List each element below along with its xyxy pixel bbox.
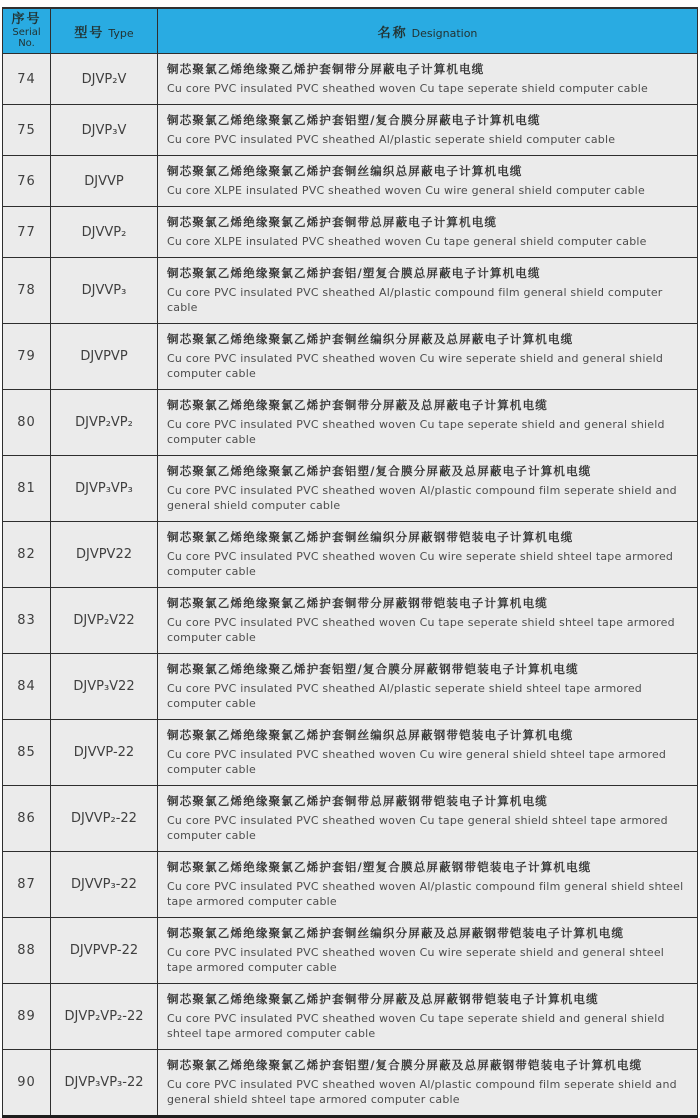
table-row <box>3 654 698 720</box>
serial-cell: 78 <box>3 258 51 324</box>
designation-en: Cu core PVC insulated PVC sheathed woven Cu wire general shield shteel tape armored computer cable <box>167 748 667 776</box>
table-row <box>3 207 698 258</box>
header-designation <box>158 8 698 54</box>
serial-cell: 82 <box>3 522 51 588</box>
designation-en: Cu core PVC insulated PVC sheathed woven Cu tape seperate shield and general shield shteel tape armored computer cable <box>167 1012 665 1040</box>
designation-zh: 铜芯聚氯乙烯绝缘聚氯乙烯护套铝塑/复合膜分屏蔽及总屏蔽钢带铠装电子计算机电缆 <box>167 1058 643 1072</box>
designation-cell <box>158 786 698 852</box>
header-designation-zh: 名称 <box>377 25 408 41</box>
table-row <box>3 456 698 522</box>
type-cell: DJVP₂VP₂-22 <box>51 984 158 1050</box>
serial-cell: 89 <box>3 984 51 1050</box>
table-row <box>3 588 698 654</box>
designation-en: Cu core PVC insulated PVC sheathed Al/plastic seperate shield shteel tape armored computer cable <box>167 682 642 710</box>
designation-cell <box>158 654 698 720</box>
designation-cell <box>158 588 698 654</box>
table-row <box>3 390 698 456</box>
type-cell: DJVVP₂-22 <box>51 786 158 852</box>
designation-en: Cu core PVC insulated PVC sheathed woven Cu wire seperate shield and general shteel tape armored computer cable <box>167 946 665 974</box>
serial-cell: 86 <box>3 786 51 852</box>
type-cell: DJVVP₃-22 <box>51 852 158 918</box>
designation-zh: 铜芯聚氯乙烯绝缘聚氯乙烯护套铝/塑复合膜总屏蔽电子计算机电缆 <box>167 266 541 280</box>
designation-cell <box>158 207 698 258</box>
cable-catalog-table <box>2 7 698 1118</box>
type-cell: DJVVP₂ <box>51 207 158 258</box>
type-cell: DJVP₂V22 <box>51 588 158 654</box>
designation-en: Cu core PVC insulated PVC sheathed woven Al/plastic compound film seperate shield and general shield shteel tape armored computer cable <box>167 1078 677 1106</box>
type-cell: DJVVP <box>51 156 158 207</box>
designation-zh: 铜芯聚氯乙烯绝缘聚氯乙烯护套铜带总屏蔽电子计算机电缆 <box>167 215 498 229</box>
header-designation-en: Designation <box>411 26 478 40</box>
designation-cell <box>158 324 698 390</box>
designation-cell <box>158 918 698 984</box>
designation-zh: 铜芯聚氯乙烯绝缘聚氯乙烯护套铜丝编织分屏蔽及总屏蔽钢带铠装电子计算机电缆 <box>167 926 625 940</box>
header-type-zh: 型号 <box>74 25 105 41</box>
designation-cell <box>158 522 698 588</box>
designation-en: Cu core PVC insulated PVC sheathed Al/plastic seperate shield computer cable <box>167 133 616 146</box>
serial-cell: 77 <box>3 207 51 258</box>
table-row <box>3 1050 698 1117</box>
designation-en: Cu core PVC insulated PVC sheathed woven Cu tape general shield shteel tape armored computer cable <box>167 814 668 842</box>
table-header <box>3 8 698 54</box>
designation-zh: 铜芯聚氯乙烯绝缘聚氯乙烯护套铜带分屏蔽及总屏蔽电子计算机电缆 <box>167 398 548 412</box>
serial-cell: 84 <box>3 654 51 720</box>
type-cell: DJVPVP-22 <box>51 918 158 984</box>
type-cell: DJVP₃VP₃-22 <box>51 1050 158 1117</box>
designation-zh: 铜芯聚氯乙烯绝缘聚乙烯护套铝塑/复合膜分屏蔽钢带铠装电子计算机电缆 <box>167 662 579 676</box>
type-cell: DJVP₃V22 <box>51 654 158 720</box>
type-cell: DJVPVP <box>51 324 158 390</box>
designation-en: Cu core PVC insulated PVC sheathed woven Cu tape seperate shield and general shield computer cable <box>167 418 665 446</box>
designation-cell <box>158 720 698 786</box>
serial-cell: 74 <box>3 54 51 105</box>
table-row <box>3 258 698 324</box>
table-row <box>3 156 698 207</box>
table-row <box>3 984 698 1050</box>
table-row <box>3 786 698 852</box>
designation-en: Cu core PVC insulated PVC sheathed woven Al/plastic compound film general shield shteel tape armored computer cable <box>167 880 684 908</box>
type-cell: DJVP₃V <box>51 105 158 156</box>
designation-en: Cu core PVC insulated PVC sheathed Al/plastic compound film general shield computer cable <box>167 286 663 314</box>
header-type <box>51 8 158 54</box>
serial-cell: 88 <box>3 918 51 984</box>
type-cell: DJVVP₃ <box>51 258 158 324</box>
serial-cell: 75 <box>3 105 51 156</box>
designation-zh: 铜芯聚氯乙烯绝缘聚氯乙烯护套铜丝编织分屏蔽及总屏蔽电子计算机电缆 <box>167 332 574 346</box>
type-cell: DJVP₃VP₃ <box>51 456 158 522</box>
table-row <box>3 324 698 390</box>
table-row <box>3 918 698 984</box>
type-cell: DJVP₂V <box>51 54 158 105</box>
header-type-en: Type <box>108 26 134 40</box>
header-serial-en: Serial No. <box>12 27 41 49</box>
designation-cell <box>158 156 698 207</box>
designation-en: Cu core PVC insulated PVC sheathed woven Cu tape seperate shield computer cable <box>167 82 648 95</box>
header-serial <box>3 8 51 54</box>
table-row <box>3 105 698 156</box>
designation-en: Cu core PVC insulated PVC sheathed woven Cu tape seperate shield shteel tape armored computer cable <box>167 616 675 644</box>
type-cell: DJVPV22 <box>51 522 158 588</box>
serial-cell: 87 <box>3 852 51 918</box>
designation-cell <box>158 258 698 324</box>
designation-cell <box>158 984 698 1050</box>
designation-zh: 铜芯聚氯乙烯绝缘聚氯乙烯护套铜带总屏蔽钢带铠装电子计算机电缆 <box>167 794 548 808</box>
designation-zh: 铜芯聚氯乙烯绝缘聚氯乙烯护套铜丝编织总屏蔽钢带铠装电子计算机电缆 <box>167 728 574 742</box>
serial-cell: 81 <box>3 456 51 522</box>
designation-en: Cu core PVC insulated PVC sheathed woven Cu wire seperate shield shteel tape armored computer cable <box>167 550 674 578</box>
designation-cell <box>158 390 698 456</box>
designation-en: Cu core PVC insulated PVC sheathed woven Cu wire seperate shield and general shield computer cable <box>167 352 664 380</box>
serial-cell: 90 <box>3 1050 51 1117</box>
designation-cell <box>158 105 698 156</box>
serial-cell: 79 <box>3 324 51 390</box>
designation-cell <box>158 1050 698 1117</box>
serial-cell: 76 <box>3 156 51 207</box>
designation-zh: 铜芯聚氯乙烯绝缘聚氯乙烯护套铝/塑复合膜总屏蔽钢带铠装电子计算机电缆 <box>167 860 592 874</box>
designation-zh: 铜芯聚氯乙烯绝缘聚氯乙烯护套铝塑/复合膜分屏蔽电子计算机电缆 <box>167 113 541 127</box>
table-row <box>3 852 698 918</box>
designation-zh: 铜芯聚氯乙烯绝缘聚氯乙烯护套铜丝编织分屏蔽钢带铠装电子计算机电缆 <box>167 530 574 544</box>
designation-cell <box>158 456 698 522</box>
serial-cell: 83 <box>3 588 51 654</box>
designation-zh: 铜芯聚氯乙烯绝缘聚氯乙烯护套铜丝编织总屏蔽电子计算机电缆 <box>167 164 523 178</box>
designation-zh: 铜芯聚氯乙烯绝缘聚乙烯护套铜带分屏蔽电子计算机电缆 <box>167 62 485 76</box>
designation-zh: 铜芯聚氯乙烯绝缘聚氯乙烯护套铝塑/复合膜分屏蔽及总屏蔽电子计算机电缆 <box>167 464 592 478</box>
table-body <box>3 54 698 1117</box>
header-serial-zh: 序号 <box>11 12 42 27</box>
designation-zh: 铜芯聚氯乙烯绝缘聚氯乙烯护套铜带分屏蔽及总屏蔽钢带铠装电子计算机电缆 <box>167 992 599 1006</box>
header-row <box>3 8 698 54</box>
type-cell: DJVVP-22 <box>51 720 158 786</box>
serial-cell: 80 <box>3 390 51 456</box>
designation-en: Cu core XLPE insulated PVC sheathed woven Cu wire general shield computer cable <box>167 184 645 197</box>
designation-en: Cu core XLPE insulated PVC sheathed woven Cu tape general shield computer cable <box>167 235 647 248</box>
designation-en: Cu core PVC insulated PVC sheathed woven Al/plastic compound film seperate shield and general shield computer cable <box>167 484 677 512</box>
table-row <box>3 720 698 786</box>
serial-cell: 85 <box>3 720 51 786</box>
type-cell: DJVP₂VP₂ <box>51 390 158 456</box>
designation-cell <box>158 852 698 918</box>
designation-cell <box>158 54 698 105</box>
table-row <box>3 522 698 588</box>
table-row <box>3 54 698 105</box>
designation-zh: 铜芯聚氯乙烯绝缘聚氯乙烯护套铜带分屏蔽钢带铠装电子计算机电缆 <box>167 596 548 610</box>
